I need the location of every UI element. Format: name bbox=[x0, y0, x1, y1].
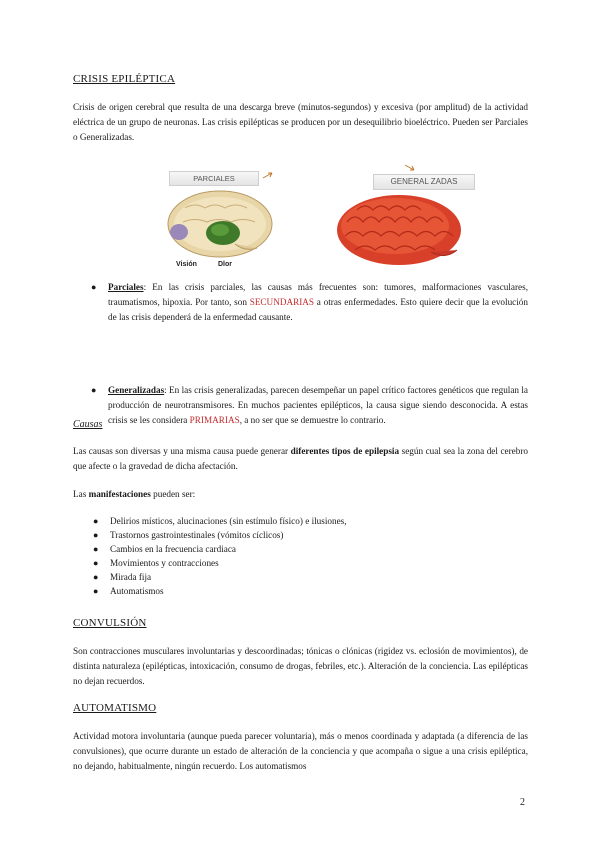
list-item-text: Trastornos gastrointestinales (vómitos cíclicos) bbox=[110, 530, 284, 540]
list-item bbox=[93, 514, 510, 528]
generalizadas-term: Generalizadas bbox=[108, 385, 165, 395]
arrow-icon bbox=[261, 170, 275, 180]
list-item-text: Automatismos bbox=[110, 586, 164, 596]
intro-paragraph: Crisis de origen cerebral que resulta de una descarga breve (minutos-segundos) y excesiva (por amplitud) de la actividad eléctrica de un grupo de neuronas. Las crisis epilépticas se producen por un desequilibrio bioeléctrico. Pueden ser Parciales o Generalizadas. bbox=[73, 102, 528, 142]
causas-text: Las causas son diversas y una misma causa puede generar bbox=[73, 446, 291, 456]
causas-text-end: según cual sea la zona del cerebro que afecte o la gravedad de dicha afectación. bbox=[73, 446, 528, 471]
bullet-icon: ● bbox=[93, 530, 99, 540]
list-item bbox=[93, 556, 510, 570]
generalizadas-figure-label: GENERAL ZADAS bbox=[373, 174, 475, 190]
bullet-icon: ● bbox=[93, 516, 99, 526]
dolor-label: Dlor bbox=[218, 261, 232, 268]
manifestaciones-line bbox=[73, 487, 528, 502]
bullet-icon: ● bbox=[91, 282, 97, 292]
bullet-icon: ● bbox=[93, 586, 99, 596]
primarias-highlight: PRIMARIAS bbox=[189, 415, 240, 425]
parciales-item bbox=[91, 280, 528, 325]
generalizadas-item bbox=[91, 383, 528, 428]
vision-label: Visión bbox=[176, 261, 197, 268]
brain-red-image bbox=[335, 192, 467, 270]
generalizadas-text: : En las crisis generalizadas, parecen desempeñar un papel crítico factores genéticos que regulan la producción de neurotransmisores. En muchos pacientes epilépticos, la causa sigue siendo desconocida. A estas crisis se les considera bbox=[108, 385, 528, 425]
list-item-text: Delirios místicos, alucinaciones (sin estímulo físico) e ilusiones, bbox=[110, 516, 347, 526]
manif-text-end: pueden ser: bbox=[150, 489, 196, 499]
list-item-text: Mirada fija bbox=[110, 572, 152, 582]
page-number: 2 bbox=[520, 797, 525, 808]
bullet-icon: ● bbox=[93, 572, 99, 582]
manif-text: Las bbox=[73, 489, 89, 499]
arrow-icon bbox=[403, 163, 417, 173]
list-item bbox=[93, 584, 510, 598]
manifestaciones-list bbox=[93, 514, 510, 598]
parciales-figure-label: PARCIALES bbox=[169, 171, 259, 186]
list-item-text: Cambios en la frecuencia cardiaca bbox=[110, 544, 237, 554]
brain-figure bbox=[163, 160, 473, 275]
list-item-text: Movimientos y contracciones bbox=[110, 558, 219, 568]
convulsion-paragraph: Son contracciones musculares involuntarias y descoordinadas; tónicas o clónicas (rigidez vs. eclosión de movimientos), de distinta naturaleza (epilépticas, intoxicación, consumo de drogas, febriles, etc.). Alteración de la conciencia. Las epilépticas no dejan recuerdos. bbox=[73, 646, 528, 686]
convulsion-heading: CONVULSIÓN bbox=[73, 617, 147, 629]
brain-sagittal-image bbox=[165, 188, 275, 260]
list-item bbox=[93, 528, 510, 542]
parciales-term: Parciales bbox=[108, 282, 144, 292]
parciales-text: : En las crisis parciales, las causas más frecuentes son: tumores, malformaciones vasculares, traumatismos, hipoxia. Por tanto, son bbox=[108, 282, 528, 307]
list-item bbox=[93, 570, 510, 584]
automatismo-paragraph: Actividad motora involuntaria (aunque pueda parecer voluntaria), más o menos coordinada y adaptada (a diferencia de las convulsiones), que ocurre durante un estado de alteración de la conciencia y que acompaña o sigue a una crisis epiléptica, no dejando, habitualmente, ningún recuerdo. Los automatismos bbox=[73, 731, 528, 771]
secundarias-highlight: SECUNDARIAS bbox=[249, 297, 315, 307]
automatismo-heading: AUTOMATISMO bbox=[73, 702, 157, 714]
page-title: CRISIS EPILÉPTICA bbox=[73, 73, 176, 85]
causas-bold: diferentes tipos de epilepsia bbox=[290, 446, 400, 456]
causas-paragraph bbox=[73, 444, 528, 474]
parciales-text-end: a otras enfermedades. Esto quiere decir que la evolución de las crisis dependerá de la enfermedad causante. bbox=[108, 297, 528, 322]
bullet-icon: ● bbox=[93, 558, 99, 568]
generalizadas-text-end: , a no ser que se demuestre lo contrario. bbox=[239, 415, 386, 425]
manif-bold: manifestaciones bbox=[88, 489, 151, 499]
bullet-icon: ● bbox=[91, 385, 97, 395]
bullet-icon: ● bbox=[93, 544, 99, 554]
causas-heading: Causas bbox=[73, 419, 103, 430]
list-item bbox=[93, 542, 510, 556]
